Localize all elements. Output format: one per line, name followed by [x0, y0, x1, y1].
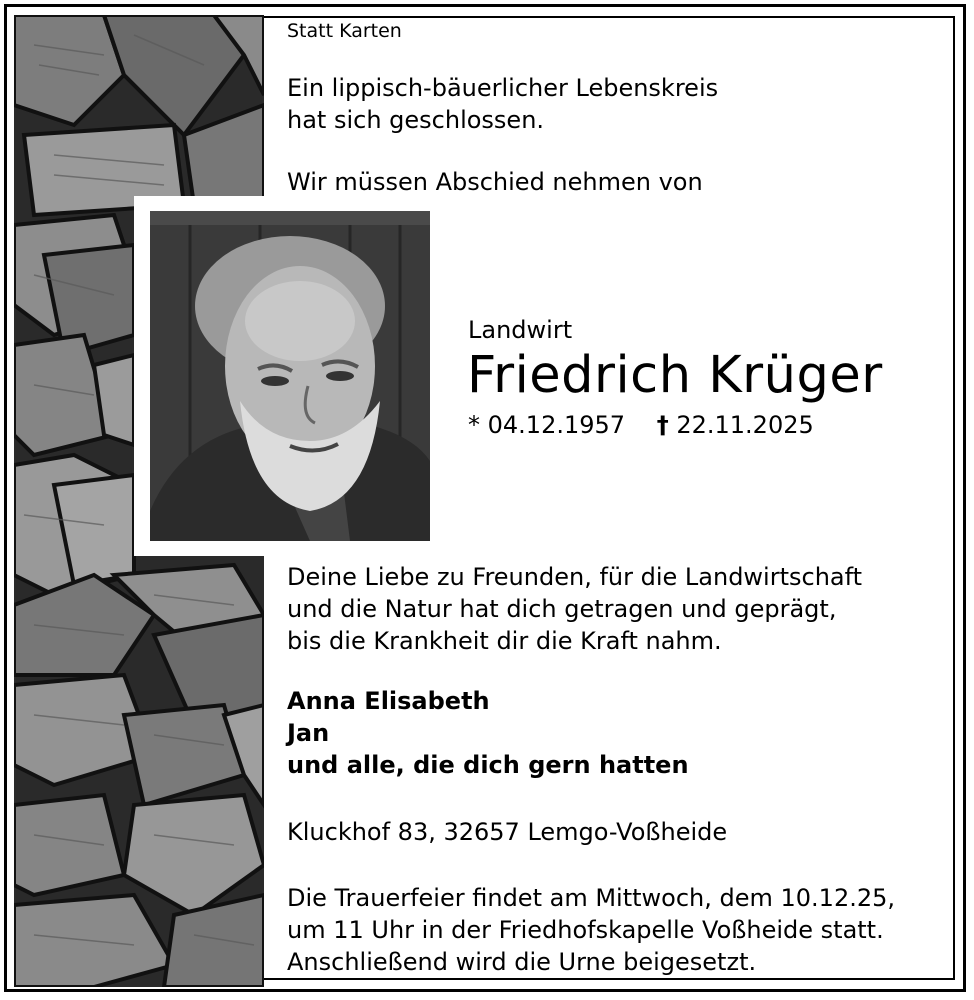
mourners-list — [287, 685, 689, 781]
life-dates — [468, 411, 814, 439]
tribute-line: und die Natur hat dich getragen und geprägt, — [287, 595, 837, 623]
deceased-name: Friedrich Krüger — [467, 346, 883, 405]
mourner-name: Jan — [287, 719, 330, 747]
tribute-line: bis die Krankheit dir die Kraft nahm. — [287, 627, 722, 655]
birth-date: 04.12.1957 — [487, 411, 626, 439]
death-cross-icon: † — [656, 411, 669, 439]
mourner-others: und alle, die dich gern hatten — [287, 751, 689, 779]
tribute-line: Deine Liebe zu Freunden, für die Landwirtschaft — [287, 563, 863, 591]
statt-karten-label: Statt Karten — [287, 20, 402, 42]
address: Kluckhof 83, 32657 Lemgo-Voßheide — [287, 818, 728, 846]
tribute-text — [287, 561, 862, 657]
intro-text — [287, 72, 718, 136]
death-date: 22.11.2025 — [676, 411, 814, 439]
portrait-photo — [150, 211, 430, 541]
service-line: um 11 Uhr in der Friedhofskapelle Voßheide statt. — [287, 916, 884, 944]
farewell-text: Wir müssen Abschied nehmen von — [287, 168, 703, 196]
service-line: Anschließend wird die Urne beigesetzt. — [287, 948, 757, 976]
service-info — [287, 882, 895, 978]
mourner-name: Anna Elisabeth — [287, 687, 490, 715]
occupation-label: Landwirt — [468, 316, 573, 344]
intro-line: Ein lippisch-bäuerlicher Lebenskreis — [287, 74, 719, 102]
birth-symbol: * — [468, 411, 480, 439]
service-line: Die Trauerfeier findet am Mittwoch, dem 10.12.25, — [287, 884, 896, 912]
intro-line: hat sich geschlossen. — [287, 106, 545, 134]
